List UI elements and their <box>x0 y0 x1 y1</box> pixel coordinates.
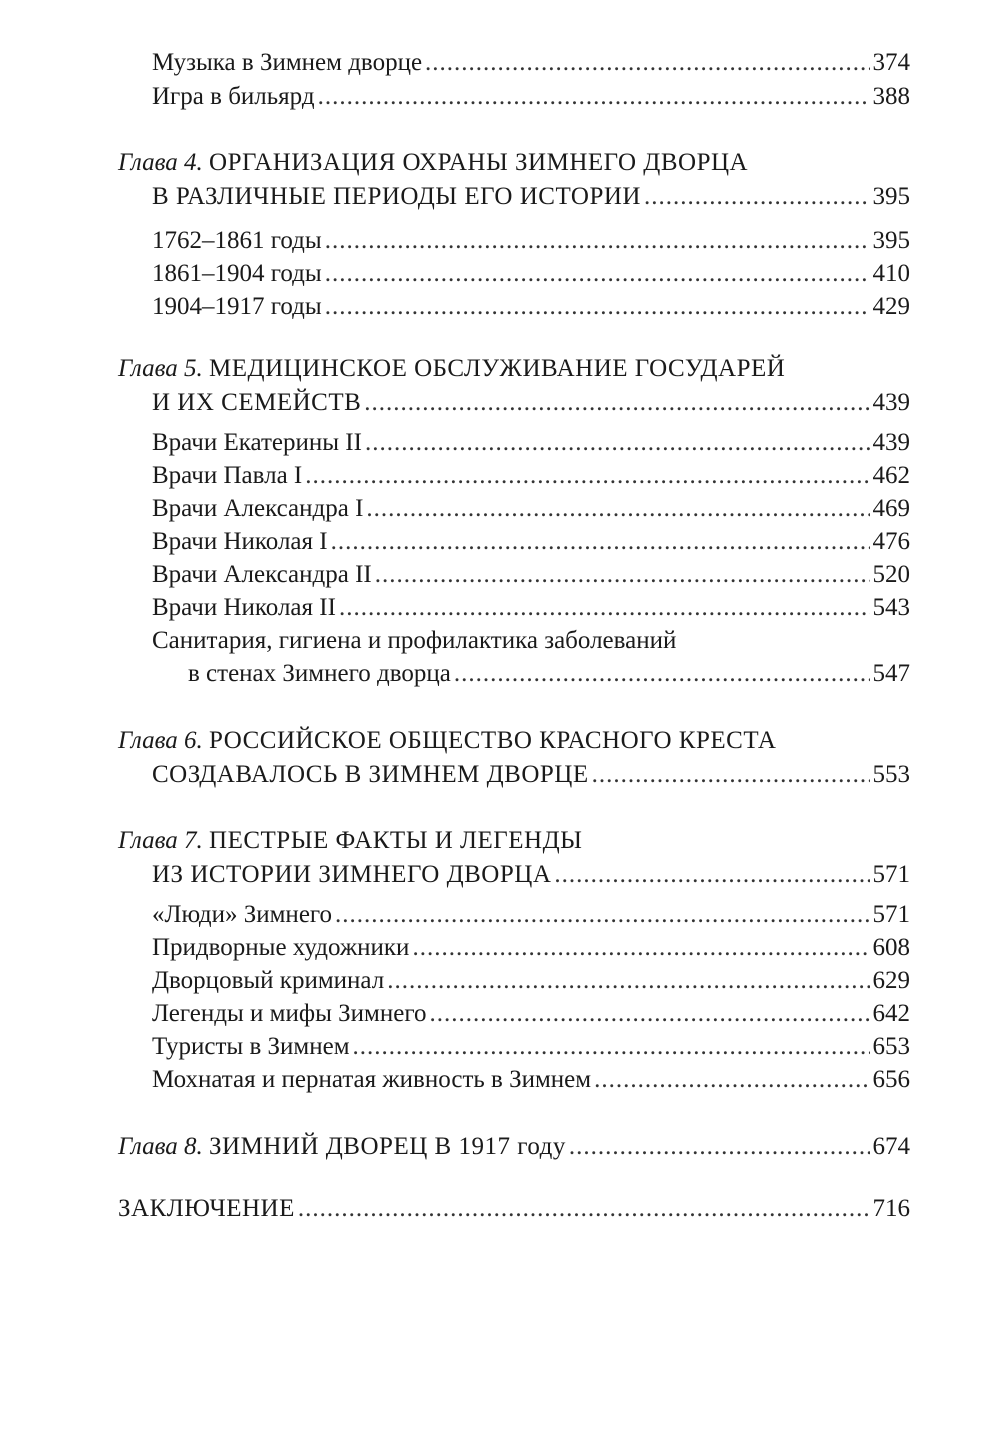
toc-entry-page: 388 <box>872 83 910 110</box>
dot-leader <box>335 898 869 932</box>
dot-leader <box>375 558 870 592</box>
dot-leader <box>325 224 870 258</box>
conclusion-entry <box>118 1192 910 1226</box>
toc-entry <box>152 964 910 998</box>
toc-entry <box>152 224 910 258</box>
chapter-title: ПЕСТРЫЕ ФАКТЫ И ЛЕГЕНДЫ <box>209 827 583 854</box>
toc-entry <box>152 898 910 932</box>
toc-entry-page: 642 <box>872 1000 910 1027</box>
chapter-heading-line <box>152 758 910 792</box>
conclusion-page: 716 <box>872 1195 910 1222</box>
toc-entry-title: Санитария, гигиена и профилактика заболеваний <box>152 627 677 654</box>
toc-entry-title: Дворцовый криминал <box>152 967 385 994</box>
dot-leader <box>594 1063 869 1097</box>
toc-entry-page: 469 <box>872 495 910 522</box>
toc-entry-title: 1861–1904 годы <box>152 260 322 287</box>
toc-entry <box>152 80 910 114</box>
toc-entry-title: в стенах Зимнего дворца <box>188 660 451 687</box>
dot-leader <box>325 290 870 324</box>
toc-entry-title: Врачи Николая II <box>152 594 336 621</box>
toc-entry <box>152 492 910 526</box>
chapter-title: МЕДИЦИНСКОЕ ОБСЛУЖИВАНИЕ ГОСУДАРЕЙ <box>209 355 786 382</box>
toc-entry-page: 374 <box>872 49 910 76</box>
toc-entry-title: Музыка в Зимнем дворце <box>152 49 423 76</box>
chapter-page: 553 <box>872 761 910 788</box>
toc-entry-page: 395 <box>872 227 910 254</box>
dot-leader <box>644 180 870 214</box>
dot-leader <box>353 1030 870 1064</box>
dot-leader <box>366 492 869 526</box>
toc-entry <box>152 997 910 1031</box>
toc-entry-title: Легенды и мифы Зимнего <box>152 1000 427 1027</box>
toc-entry-page: 629 <box>872 967 910 994</box>
toc-entry <box>152 426 910 460</box>
toc-entry-title: Придворные художники <box>152 934 410 961</box>
toc-entry-title: Врачи Александра II <box>152 561 372 588</box>
toc-entry-title: «Люди» Зимнего <box>152 901 333 928</box>
dot-leader <box>331 525 870 559</box>
toc-entry-title: Врачи Екатерины II <box>152 429 362 456</box>
conclusion-title: ЗАКЛЮЧЕНИЕ <box>118 1195 295 1222</box>
chapter-page: 674 <box>872 1133 910 1160</box>
toc-entry <box>152 46 910 80</box>
dot-leader <box>569 1130 870 1164</box>
toc-entry-page: 410 <box>872 260 910 287</box>
chapter-heading-line <box>152 858 910 892</box>
chapter-title: ОРГАНИЗАЦИЯ ОХРАНЫ ЗИМНЕГО ДВОРЦА <box>209 149 749 176</box>
toc-entry <box>152 459 910 493</box>
toc-entry-page: 547 <box>872 660 910 687</box>
dot-leader <box>454 657 870 691</box>
toc-entry-page: 653 <box>872 1033 910 1060</box>
chapter-title: РОССИЙСКОЕ ОБЩЕСТВО КРАСНОГО КРЕСТА <box>209 727 777 754</box>
toc-entry <box>152 257 910 291</box>
toc-entry-page: 571 <box>872 901 910 928</box>
dot-leader <box>429 997 869 1031</box>
dot-leader <box>425 46 869 80</box>
toc-entry-page: 543 <box>872 594 910 621</box>
toc-entry-page: 462 <box>872 462 910 489</box>
toc-entry-title: 1904–1917 годы <box>152 293 322 320</box>
toc-entry-multiline <box>152 624 676 658</box>
dot-leader <box>318 80 870 114</box>
chapter-title: СОЗДАВАЛОСЬ В ЗИМНЕМ ДВОРЦЕ <box>152 761 589 788</box>
toc-entry-title: Врачи Павла I <box>152 462 303 489</box>
chapter-title: В РАЗЛИЧНЫЕ ПЕРИОДЫ ЕГО ИСТОРИИ <box>152 183 641 210</box>
dot-leader <box>412 931 869 965</box>
toc-entry-title: Туристы в Зимнем <box>152 1033 350 1060</box>
dot-leader <box>298 1192 870 1226</box>
toc-entry-page: 608 <box>872 934 910 961</box>
dot-leader <box>365 426 870 460</box>
toc-entry <box>152 290 910 324</box>
chapter-heading <box>118 146 748 180</box>
toc-entry-page: 520 <box>872 561 910 588</box>
chapter-heading <box>118 824 582 858</box>
toc-entry <box>152 525 910 559</box>
chapter-heading-line <box>152 180 910 214</box>
toc-entry <box>152 1063 910 1097</box>
dot-leader <box>364 386 869 420</box>
chapter-label: Глава 8. <box>118 1133 203 1160</box>
chapter-heading <box>118 352 785 386</box>
toc-entry-page: 656 <box>872 1066 910 1093</box>
toc-entry-page: 429 <box>872 293 910 320</box>
toc-entry <box>152 931 910 965</box>
chapter-label: Глава 6. <box>118 727 203 754</box>
toc-entry <box>152 1030 910 1064</box>
dot-leader <box>554 858 869 892</box>
dot-leader <box>325 257 870 291</box>
chapter-heading-line <box>152 386 910 420</box>
toc-entry-title: Врачи Николая I <box>152 528 328 555</box>
toc-entry-title: 1762–1861 годы <box>152 227 322 254</box>
toc-entry-title: Игра в бильярд <box>152 83 315 110</box>
chapter-title: ИЗ ИСТОРИИ ЗИМНЕГО ДВОРЦА <box>152 861 552 888</box>
chapter-page: 439 <box>872 389 910 416</box>
toc-entry <box>152 591 910 625</box>
toc-entry-title: Врачи Александра I <box>152 495 364 522</box>
dot-leader <box>305 459 869 493</box>
toc-entry <box>188 657 910 691</box>
chapter-label: Глава 7. <box>118 827 203 854</box>
chapter-heading <box>118 724 776 758</box>
chapter-page: 395 <box>872 183 910 210</box>
toc-entry-page: 476 <box>872 528 910 555</box>
dot-leader <box>592 758 870 792</box>
chapter-heading <box>118 1130 910 1164</box>
dot-leader <box>339 591 870 625</box>
chapter-title: ЗИМНИЙ ДВОРЕЦ В 1917 году <box>209 1133 566 1160</box>
dot-leader <box>387 964 869 998</box>
toc-entry <box>152 558 910 592</box>
chapter-label: Глава 5. <box>118 355 203 382</box>
toc-entry-title: Мохнатая и пернатая живность в Зимнем <box>152 1066 592 1093</box>
toc-entry-page: 439 <box>872 429 910 456</box>
chapter-page: 571 <box>872 861 910 888</box>
chapter-title: И ИХ СЕМЕЙСТВ <box>152 389 362 416</box>
chapter-label: Глава 4. <box>118 149 203 176</box>
